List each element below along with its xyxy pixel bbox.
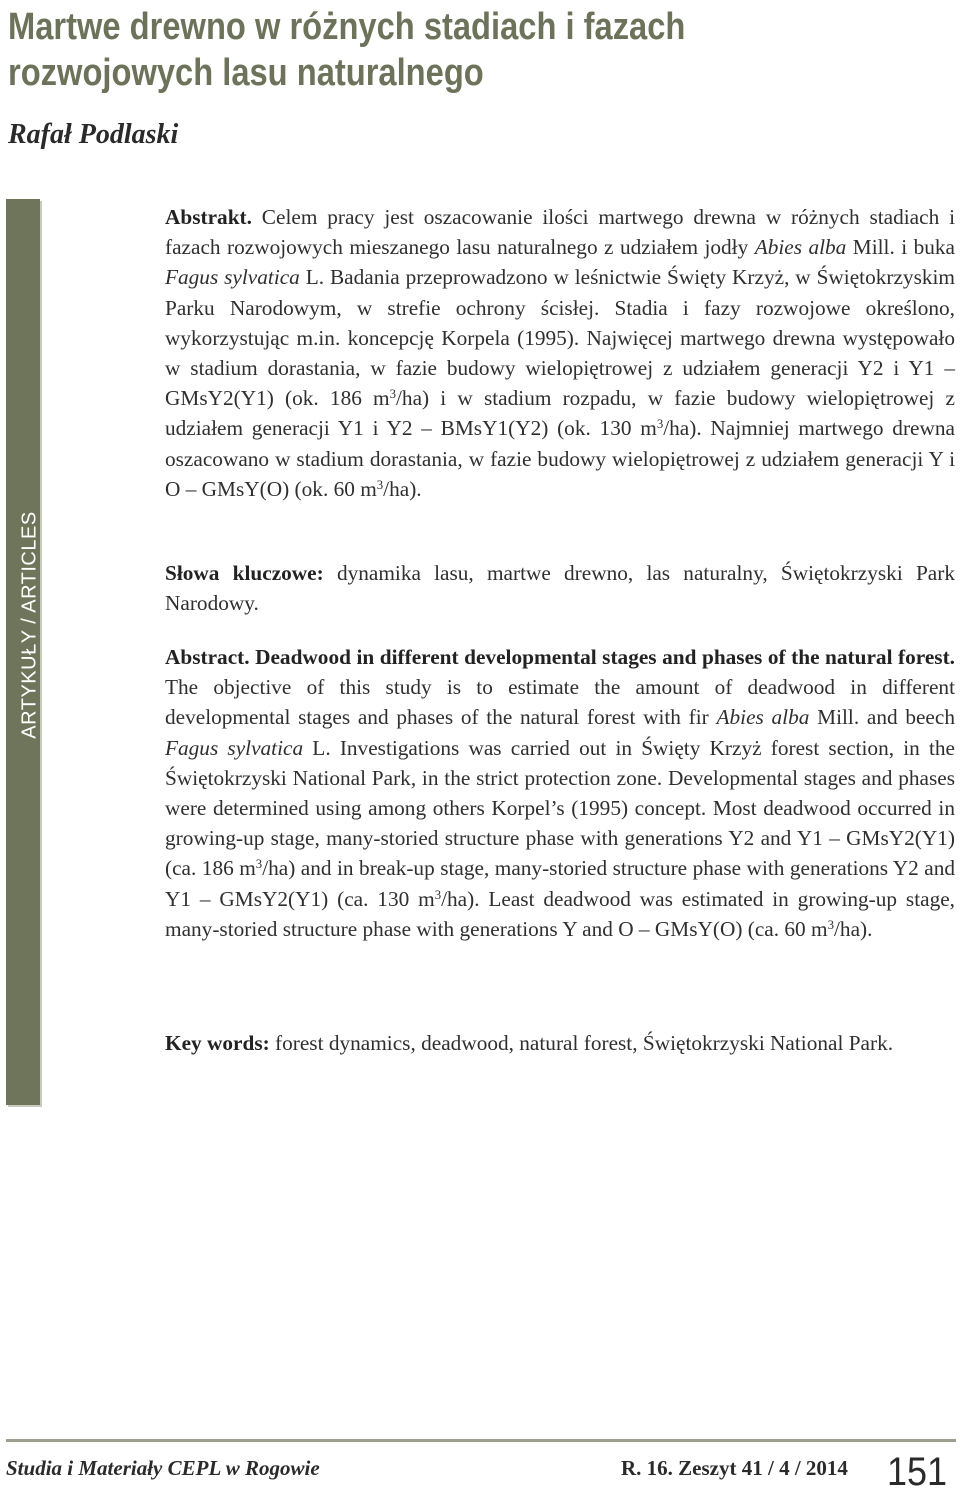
abstract-en-text: L. Investigations was carried out in Święty Krzyż forest section, in the Świętokrzyski National Park, in the strict protection zone. Developmental stages and phases were determined using among others Korpel’s (1995) concept. Most deadwood occurred in growing-up stage, many-storied structure phase with generations Y2 and Y1 – GMsY2(Y1) (ca. 186 m <box>165 735 955 881</box>
footer-issue-info: R. 16. Zeszyt 41 / 4 / 2014 <box>621 1456 848 1480</box>
species-name: Abies alba <box>716 705 810 730</box>
keywords-pl-text: dynamika lasu, martwe drewno, las naturalny, Świętokrzyski Park Narodowy. <box>165 561 955 616</box>
superscript: 3 <box>255 857 263 872</box>
abstract-pl-text: L. Badania przeprowadzono w leśnictwie Święty Krzyż, w Świętokrzyskim Parku Narodowym, w strefie ochrony ścisłej. Stadia i fazy rozwojowe określono, wykorzystując m.in. koncepcję Korpela (1995). Najwięcej martwego drewna występowało w stadium dorastania, w fazie budowy wielopiętrowej z udziałem generacji Y2 i Y1 – GMsY2(Y1) (ok. 186 m <box>165 265 955 411</box>
abstract-pl-text: /ha). Najmniej martwego drewna oszacowano w stadium dorastania, w fazie budowy wielopiętrowej z udziałem generacji Y i O – GMsY(O) (ok. 60 m <box>165 416 955 501</box>
abstract-en-text: /ha). Least deadwood was estimated in growing-up stage, many-storied structure phase with generations Y and O – GMsY(O) (ca. 60 m <box>165 886 955 941</box>
abstract-en-label: Abstract. Deadwood in different developmental stages and phases of the natural forest. <box>165 645 955 669</box>
footer-divider <box>6 1439 956 1442</box>
article-title: Martwe drewno w różnych stadiach i fazach rozwojowych lasu naturalnego <box>8 6 686 94</box>
page-number: 151 <box>887 1450 948 1494</box>
species-name: Fagus sylvatica <box>165 735 304 760</box>
abstract-en-text: /ha) and in break-up stage, many-storied structure phase with generations Y2 and Y1 – GMsY2(Y1) (ca. 130 m <box>165 856 956 911</box>
section-sidebar <box>6 199 40 1105</box>
species-name: Abies alba <box>754 235 847 260</box>
superscript: 3 <box>376 477 384 492</box>
abstract-pl-text: Celem pracy jest oszacowanie ilości martwego drewna w różnych stadiach i fazach rozwojowych mieszanego lasu naturalnego z udziałem jodły <box>165 205 955 260</box>
keywords-english <box>165 1028 955 1058</box>
abstract-pl-text: /ha) i w stadium rozpadu, w fazie budowy wielopiętrowej z udziałem generacji Y1 i Y2 – BMsY1(Y2) (ok. 130 m <box>165 386 955 441</box>
article-author: Rafał Podlaski <box>8 119 179 150</box>
superscript: 3 <box>434 887 442 902</box>
abstract-en-text: The objective of this study is to estimate the amount of deadwood in different developmental stages and phases of the natural forest with fir <box>165 675 955 730</box>
abstract-en-text: /ha). <box>834 916 873 941</box>
abstract-english <box>165 642 955 944</box>
footer-journal-name: Studia i Materiały CEPL w Rogowie <box>6 1456 320 1480</box>
abstract-pl-label: Abstrakt. <box>165 205 252 229</box>
abstract-en-text: Mill. and beech <box>809 705 955 730</box>
species-name: Fagus sylvatica <box>165 265 300 290</box>
abstract-pl-text: Mill. i buka <box>846 235 955 260</box>
keywords-polish <box>165 558 955 618</box>
superscript: 3 <box>389 387 397 402</box>
sidebar-section-label: ARTYKUŁY / ARTICLES <box>18 511 41 739</box>
keywords-pl-label: Słowa kluczowe: <box>165 561 324 585</box>
superscript: 3 <box>656 417 664 432</box>
keywords-en-text: forest dynamics, deadwood, natural forest, Świętokrzyski National Park. <box>269 1031 894 1055</box>
abstract-polish <box>165 202 955 504</box>
abstract-pl-text: /ha). <box>383 476 422 501</box>
keywords-en-label: Key words: <box>165 1031 270 1055</box>
superscript: 3 <box>827 917 834 932</box>
